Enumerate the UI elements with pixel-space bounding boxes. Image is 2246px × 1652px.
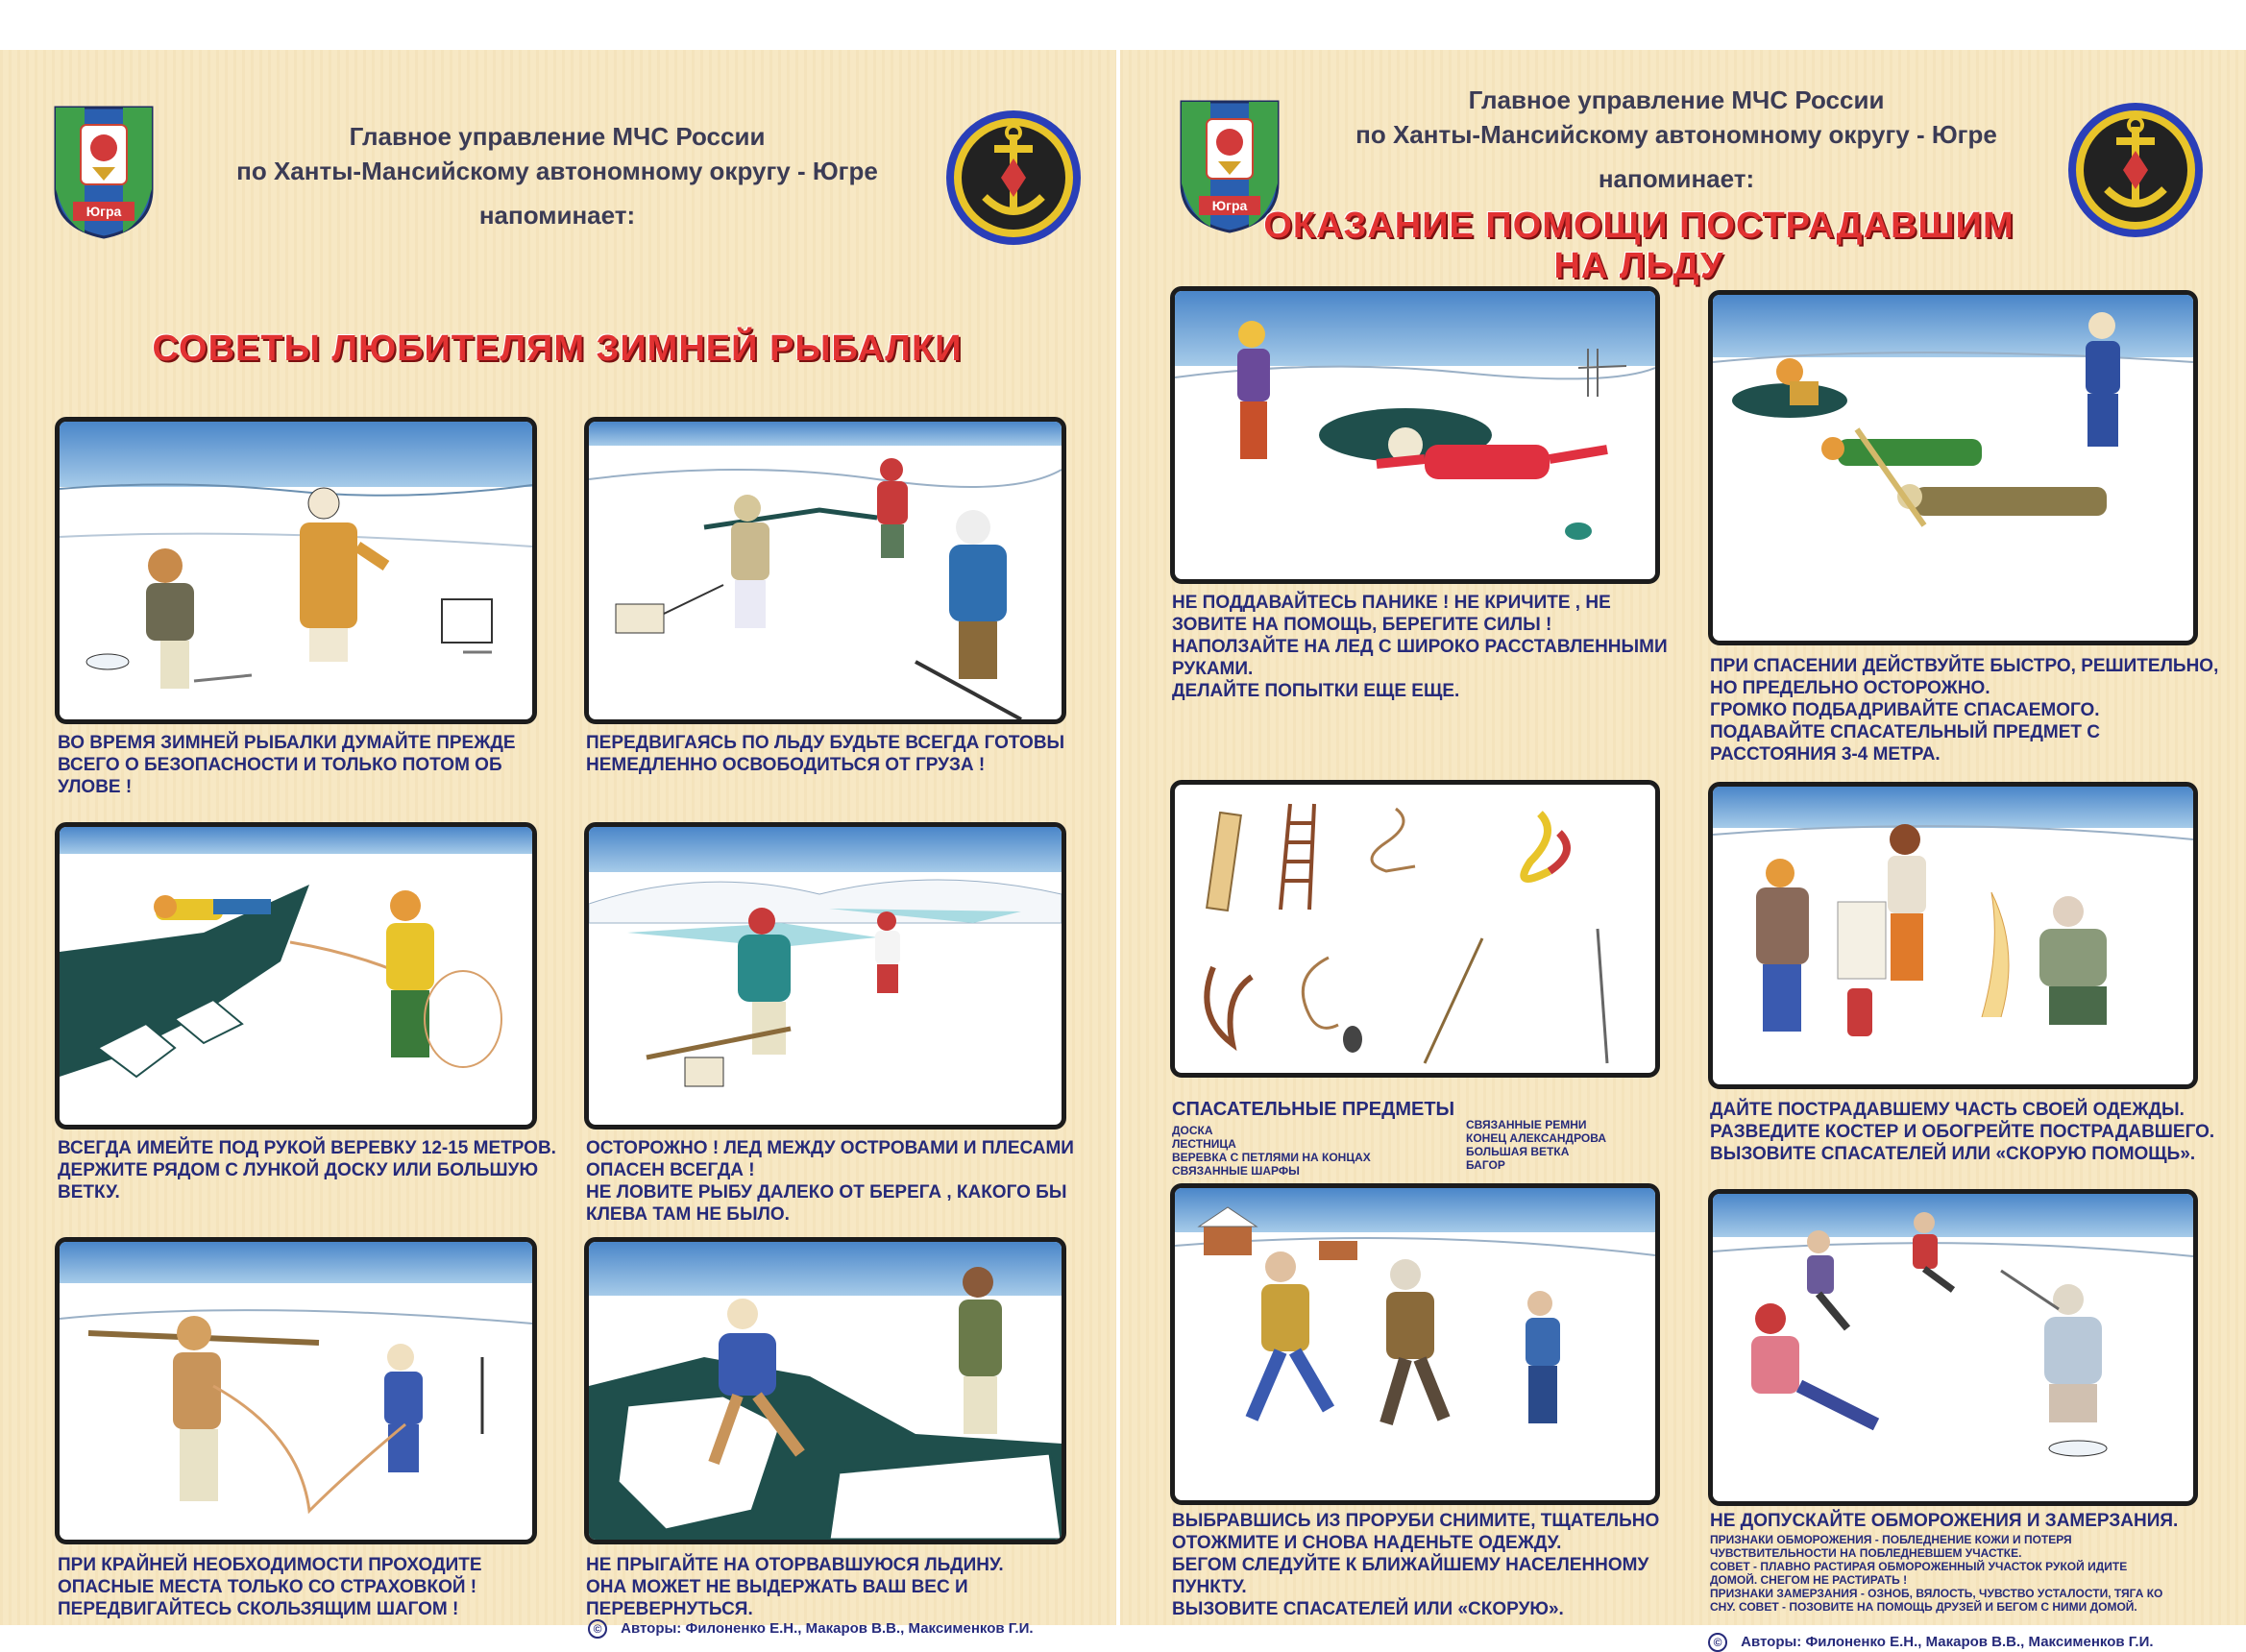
caption-4-line: ОСТОРОЖНО ! ЛЕД МЕЖДУ ОСТРОВАМИ И ПЛЕСАМИ	[586, 1138, 1074, 1158]
rescue-item: СВЯЗАННЫЕ ШАРФЫ	[1172, 1164, 1300, 1178]
r-caption-1-line: ДЕЛАЙТЕ ПОПЫТКИ ЕЩЕ ЕЩЕ.	[1172, 681, 1460, 701]
r-caption-1-line: ЗОВИТЕ НА ПОМОЩЬ, БЕРЕГИТЕ СИЛЫ !	[1172, 615, 1552, 635]
r-caption-1-line: НЕ ПОДДАВАЙТЕСЬ ПАНИКЕ ! НЕ КРИЧИТЕ , НЕ	[1172, 593, 1611, 613]
panel-warming-by-fire	[1708, 782, 2198, 1089]
frostbite-line: ЧУВСТВИТЕЛЬНОСТИ НА ПОБЛЕДНЕВШЕМ УЧАСТКЕ.	[1710, 1546, 2022, 1560]
caption-4-line: ОПАСЕН ВСЕГДА !	[586, 1160, 755, 1180]
frostbite-line: СНУ. СОВЕТ - ПОЗОВИТЕ НА ПОМОЩЬ ДРУЗЕЙ И БЕГОМ С НИМИ ДОМОЙ.	[1710, 1600, 2137, 1614]
r-caption-5	[1172, 1510, 1691, 1620]
frostbite-line: ДОМОЙ. СНЕГОМ НЕ РАСТИРАТЬ !	[1710, 1573, 1908, 1587]
org-line-1: Главное управление МЧС России	[349, 122, 766, 151]
panel-rope-rescue	[55, 822, 537, 1130]
caption-2-line: НЕМЕДЛЕННО ОСВОБОДИТЬСЯ ОТ ГРУЗА !	[586, 755, 986, 775]
caption-3-line: ВСЕГДА ИМЕЙТЕ ПОД РУКОЙ ВЕРЕВКУ 12-15 МЕТРОВ.	[58, 1138, 556, 1158]
caption-1-line: УЛОВЕ !	[58, 777, 133, 797]
caption-5-line: ПЕРЕДВИГАЙТЕСЬ СКОЛЬЗЯЩИМ ШАГОМ !	[58, 1599, 459, 1619]
right-title-line-2: НА ЛЬДУ	[1553, 246, 1724, 286]
frostbite-line: ПРИЗНАКИ ЗАМЕРЗАНИЯ - ОЗНОБ, ВЯЛОСТЬ, ЧУВСТВО УСТАЛОСТИ, ТЯГА КО	[1710, 1587, 2163, 1600]
rescue-item: СВЯЗАННЫЕ РЕМНИ	[1466, 1118, 1587, 1131]
rescue-item: ЛЕСТНИЦА	[1172, 1137, 1236, 1151]
left-poster	[0, 50, 1116, 1637]
org-line-2: по Ханты-Мансийскому автономному округу - Югре	[236, 157, 878, 185]
copyright-icon: ©	[588, 1619, 607, 1639]
organization-heading	[1306, 83, 2046, 196]
panel-ice-fishing	[55, 417, 537, 724]
left-poster-title: СОВЕТЫ ЛЮБИТЕЛЯМ ЗИМНЕЙ РЫБАЛКИ	[152, 328, 963, 369]
frostbite-title: НЕ ДОПУСКАЙТЕ ОБМОРОЖЕНИЯ И ЗАМЕРЗАНИЯ.	[1710, 1511, 2179, 1531]
authors-credits	[588, 1619, 1034, 1639]
caption-6-line: ОНА МОЖЕТ НЕ ВЫДЕРЖАТЬ ВАШ ВЕС И ПЕРЕВЕРНУТЬСЯ.	[586, 1577, 968, 1619]
r-caption-2-line: РАССТОЯНИЯ 3-4 МЕТРА.	[1710, 744, 1941, 765]
authors-credits	[1708, 1633, 2154, 1652]
r-caption-2	[1710, 655, 2229, 765]
rescue-item: БОЛЬШАЯ ВЕТКА	[1466, 1145, 1570, 1158]
caption-2	[586, 732, 1086, 776]
caption-4-line: КЛЕВА ТАМ НЕ БЫЛО.	[586, 1204, 790, 1225]
r-caption-4-line: ВЫЗОВИТЕ СПАСАТЕЛЕЙ ИЛИ «СКОРУЮ ПОМОЩЬ».	[1710, 1144, 2196, 1164]
svg-text:Югра: Югра	[1211, 198, 1248, 213]
authors-text: Авторы: Филоненко Е.Н., Макаров В.В., Максименков Г.И.	[1741, 1634, 2154, 1650]
caption-1-line: ВО ВРЕМЯ ЗИМНЕЙ РЫБАЛКИ ДУМАЙТЕ ПРЕЖДЕ	[58, 733, 516, 753]
panel-carrying-load	[584, 417, 1066, 724]
mchs-anchor-emblem-icon	[2063, 98, 2208, 242]
caption-2-line: ПЕРЕДВИГАЯСЬ ПО ЛЬДУ БУДЬТЕ ВСЕГДА ГОТОВЫ	[586, 733, 1065, 753]
caption-5-line: ПРИ КРАЙНЕЙ НЕОБХОДИМОСТИ ПРОХОДИТЕ	[58, 1555, 482, 1575]
rescue-item: ДОСКА	[1172, 1124, 1213, 1137]
panel-human-chain	[1708, 290, 2198, 645]
r-caption-2-line: ПРИ СПАСЕНИИ ДЕЙСТВУЙТЕ БЫСТРО, РЕШИТЕЛЬНО,	[1710, 656, 2219, 676]
r-caption-2-line: ПОДАВАЙТЕ СПАСАТЕЛЬНЫЙ ПРЕДМЕТ С	[1710, 722, 2100, 742]
r-caption-4-line: РАЗВЕДИТЕ КОСТЕР И ОБОГРЕЙТЕ ПОСТРАДАВШЕГО.	[1710, 1122, 2215, 1142]
frostbite-advice	[1710, 1533, 2229, 1614]
r-caption-1	[1172, 592, 1691, 702]
r-caption-4	[1710, 1099, 2229, 1165]
right-poster	[1120, 50, 2246, 1650]
panel-rescue-items	[1170, 780, 1660, 1078]
caption-1	[58, 732, 538, 798]
caption-4-line: НЕ ЛОВИТЕ РЫБУ ДАЛЕКО ОТ БЕРЕГА , КАКОГО БЫ	[586, 1182, 1067, 1203]
r-caption-2-line: ГРОМКО ПОДБАДРИВАЙТЕ СПАСАЕМОГО.	[1710, 700, 2100, 720]
r-caption-5-line: БЕГОМ СЛЕДУЙТЕ К БЛИЖАЙШЕМУ НАСЕЛЕННОМУ	[1172, 1555, 1649, 1575]
frostbite-line: ПРИЗНАКИ ОБМОРОЖЕНИЯ - ПОБЛЕДНЕНИЕ КОЖИ И ПОТЕРЯ	[1710, 1533, 2072, 1546]
frostbite-line: СОВЕТ - ПЛАВНО РАСТИРАЯ ОБМОРОЖЕННЫЙ УЧАСТОК РУКОЙ ИДИТЕ	[1710, 1560, 2128, 1573]
caption-3	[58, 1137, 557, 1203]
caption-5-line: ОПАСНЫЕ МЕСТА ТОЛЬКО СО СТРАХОВКОЙ !	[58, 1577, 477, 1597]
copyright-icon: ©	[1708, 1633, 1727, 1652]
r-caption-5-line: ОТОЖМИТЕ И СНОВА НАДЕНЬТЕ ОДЕЖДУ.	[1172, 1533, 1562, 1553]
panel-islands-danger	[584, 822, 1066, 1130]
panel-frostbite	[1708, 1189, 2198, 1506]
rescue-item: БАГОР	[1466, 1158, 1505, 1172]
panel-safety-line	[55, 1237, 537, 1544]
org-line-1: Главное управление МЧС России	[1468, 85, 1885, 114]
caption-3-line: ВЕТКУ.	[58, 1182, 120, 1203]
r-caption-2-line: НО ПРЕДЕЛЬНО ОСТОРОЖНО.	[1710, 678, 1990, 698]
rescue-items-list-right	[1466, 1118, 1677, 1172]
caption-1-line: ВСЕГО О БЕЗОПАСНОСТИ И ТОЛЬКО ПОТОМ ОБ	[58, 755, 502, 775]
mchs-anchor-emblem-icon	[941, 106, 1086, 250]
caption-6-line: НЕ ПРЫГАЙТЕ НА ОТОРВАВШУЮСЯ ЛЬДИНУ.	[586, 1555, 1004, 1575]
rescue-items-title: СПАСАТЕЛЬНЫЕ ПРЕДМЕТЫ	[1172, 1099, 1455, 1120]
r-caption-1-line: РУКАМИ.	[1172, 659, 1254, 679]
r-caption-5-line: ВЫЗОВИТЕ СПАСАТЕЛЕЙ ИЛИ «СКОРУЮ».	[1172, 1599, 1564, 1619]
rescue-item: КОНЕЦ АЛЕКСАНДРОВА	[1466, 1131, 1606, 1145]
rescue-item: ВЕРЕВКА С ПЕТЛЯМИ НА КОНЦАХ	[1172, 1151, 1371, 1164]
panel-run-home	[1170, 1183, 1660, 1505]
panel-ice-floe-jump	[584, 1237, 1066, 1544]
r-caption-1-line: НАПОЛЗАЙТЕ НА ЛЕД С ШИРОКО РАССТАВЛЕННЫМИ	[1172, 637, 1668, 657]
caption-5	[58, 1554, 557, 1620]
yugra-coat-of-arms-icon	[46, 98, 161, 242]
svg-text:Югра: Югра	[85, 204, 122, 219]
r-caption-4-line: ДАЙТЕ ПОСТРАДАВШЕМУ ЧАСТЬ СВОЕЙ ОДЕЖДЫ.	[1710, 1100, 2185, 1120]
caption-6	[586, 1554, 1105, 1620]
r-caption-5-line: ВЫБРАВШИСЬ ИЗ ПРОРУБИ СНИМИТЕ, ТЩАТЕЛЬНО	[1172, 1511, 1660, 1531]
org-line-3: напоминает:	[478, 201, 636, 230]
caption-3-line: ДЕРЖИТЕ РЯДОМ С ЛУНКОЙ ДОСКУ ИЛИ БОЛЬШУЮ	[58, 1160, 539, 1180]
right-poster-title	[1255, 206, 2023, 286]
caption-4	[586, 1137, 1086, 1226]
right-title-line-1: ОКАЗАНИЕ ПОМОЩИ ПОСТРАДАВШИМ	[1263, 206, 2014, 246]
org-line-2: по Ханты-Мансийскому автономному округу - Югре	[1355, 120, 1997, 149]
org-line-3: напоминает:	[1598, 164, 1755, 193]
r-caption-5-line: ПУНКТУ.	[1172, 1577, 1247, 1597]
organization-heading	[173, 119, 941, 232]
panel-crawl-out	[1170, 286, 1660, 584]
rescue-items-list-left	[1172, 1124, 1422, 1178]
authors-text: Авторы: Филоненко Е.Н., Макаров В.В., Максименков Г.И.	[621, 1620, 1034, 1637]
